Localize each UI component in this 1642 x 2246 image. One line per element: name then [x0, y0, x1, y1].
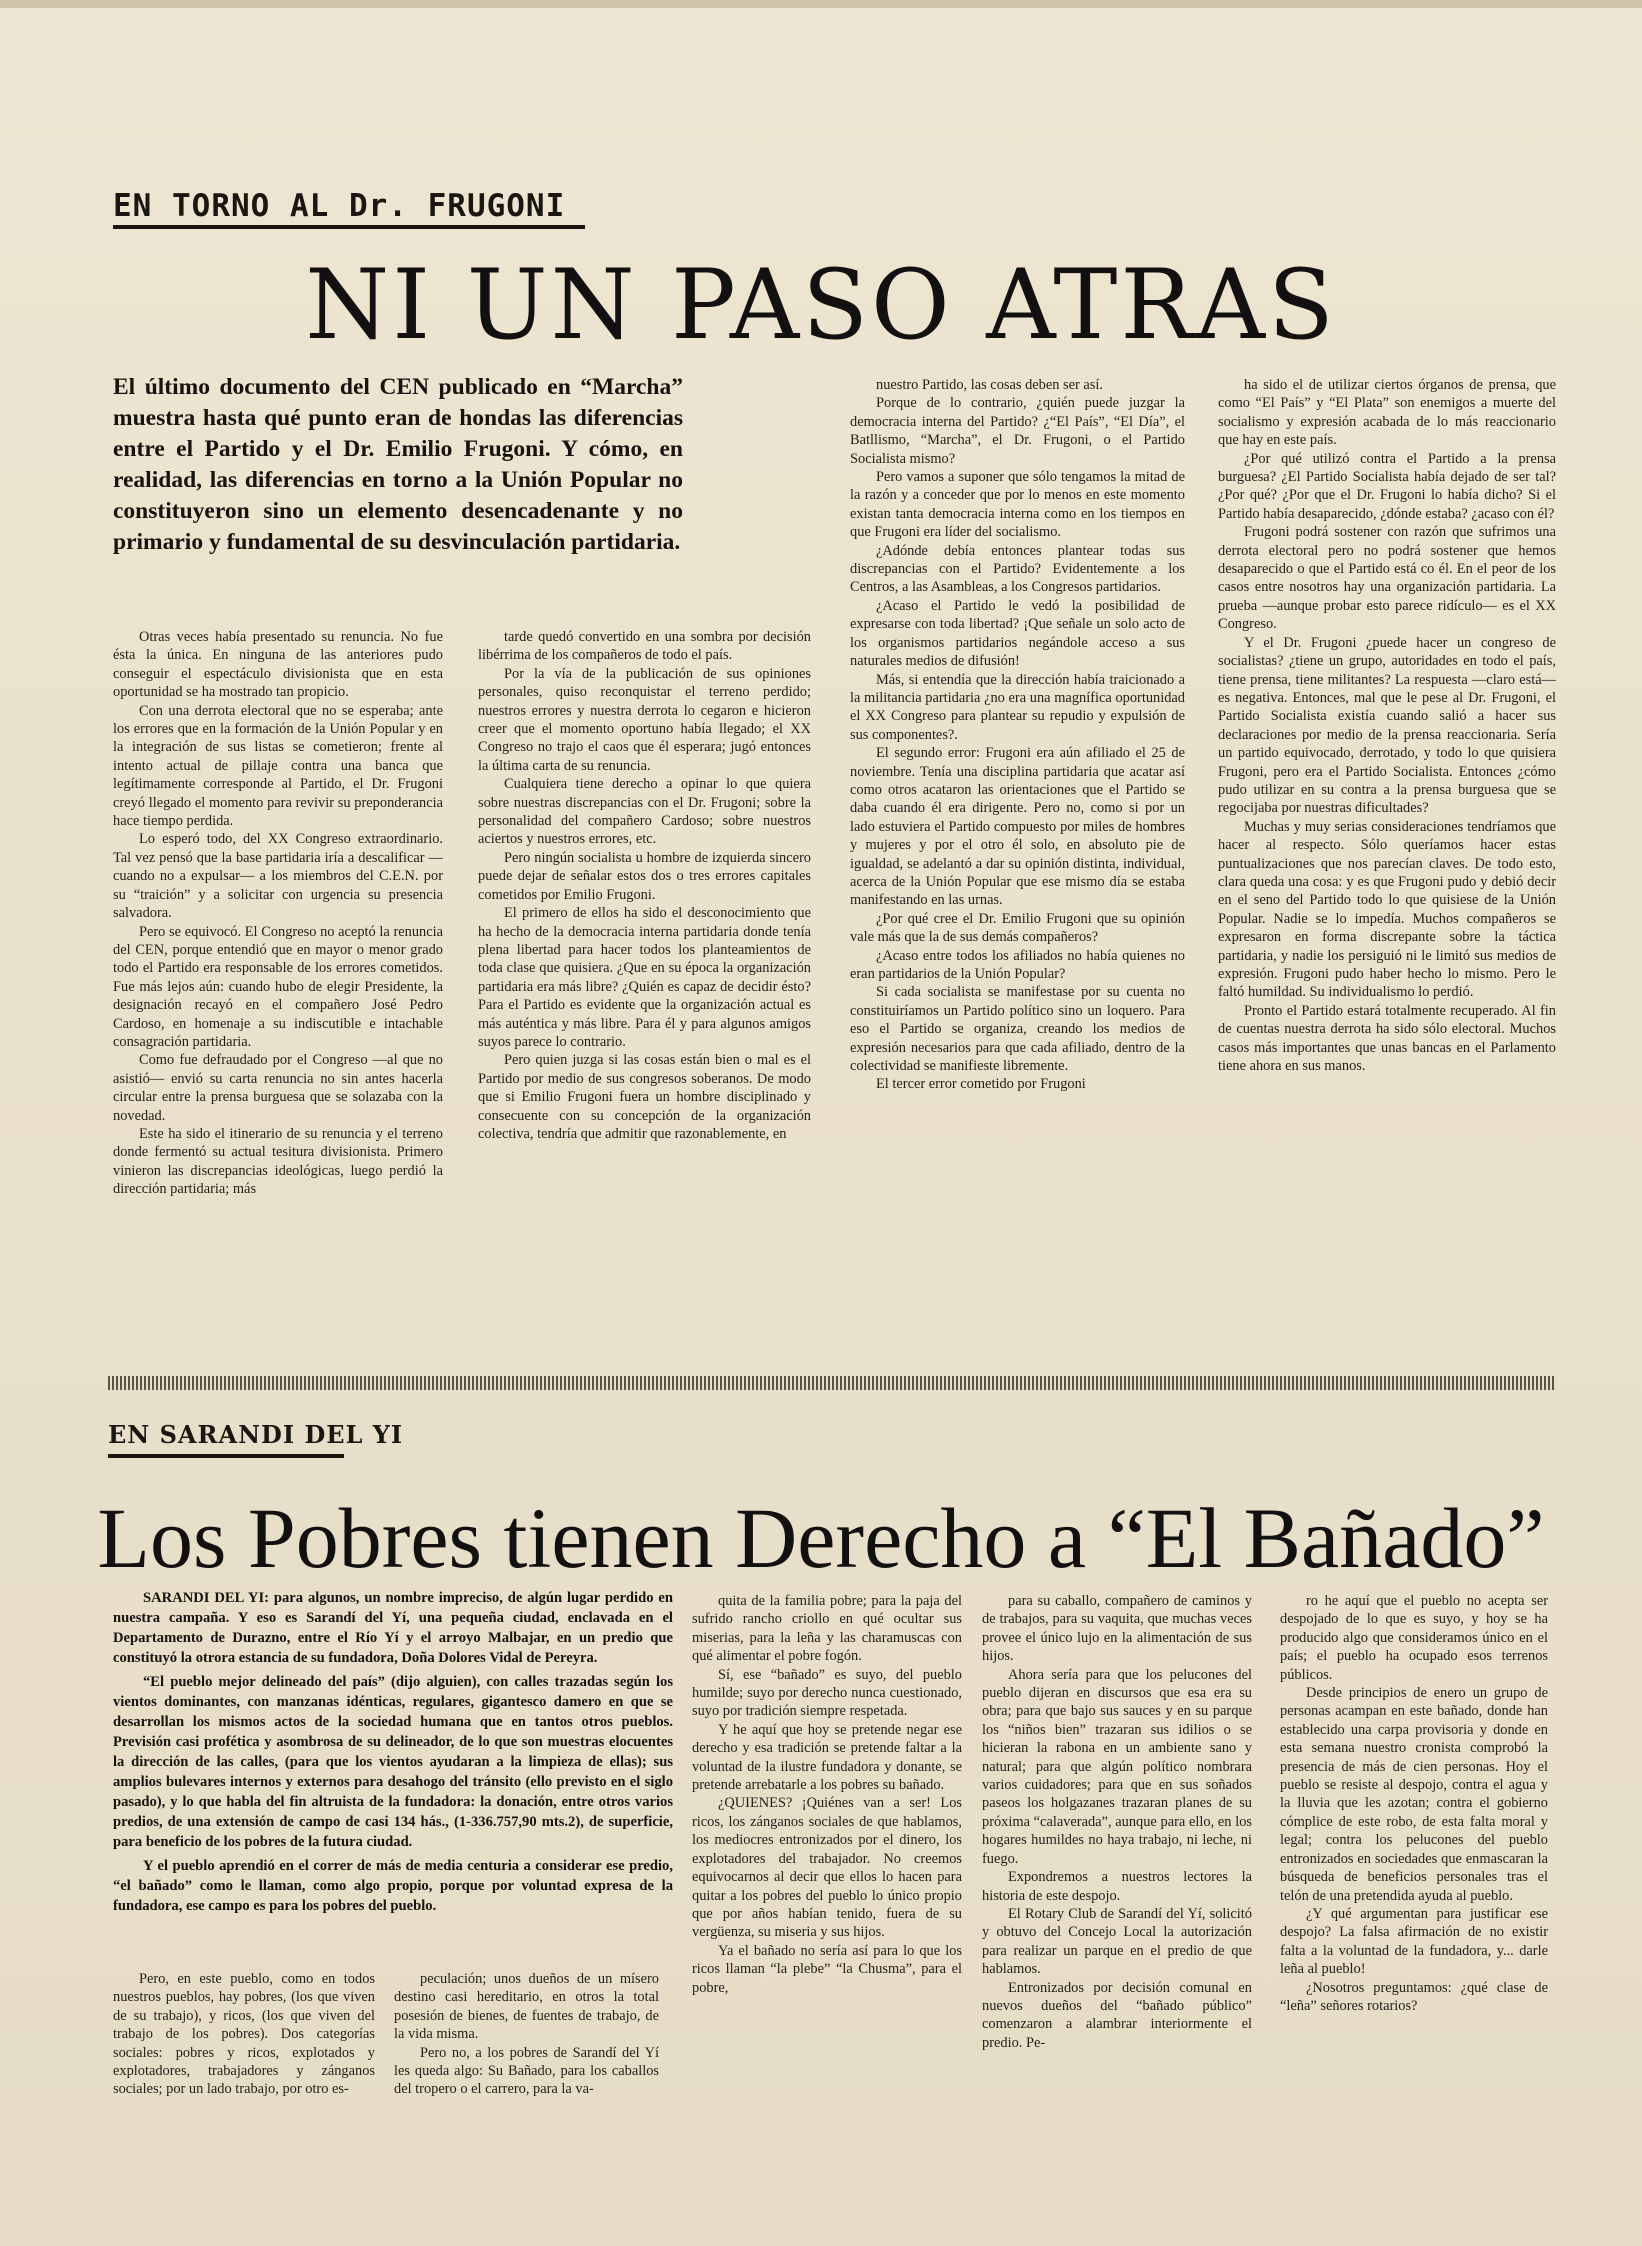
paragraph: El primero de ellos ha sido el desconocimiento que ha hecho de la democracia interna partidaria donde tenía plena libertad para hacer todos los planteamientos de toda clase que quisiera. ¿Que en su época la organización partidaria era más libre? ¿Quién es capaz de decidir ésto? Para el Partido es evidente que la organización actual es más auténtica y más libre. Para él y para algunos amigos suyos parece lo contrario.	[478, 905, 811, 1050]
paragraph: Pero quien juzga si las cosas están bien o mal es el Partido por medio de sus congresos soberanos. De modo que si Emilio Frugoni fuera un hombre disciplinado y consecuente con su concepción de la organización colectiva, tendría que admitir que razonablemente, en	[478, 1052, 811, 1142]
paragraph: Porque de lo contrario, ¿quién puede juzgar la democracia interna del Partido? ¿“El País”, “El Día”, el Batllismo, “Marcha”, el Dr. Frugoni, o el Partido Socialista mismo?	[850, 395, 1185, 467]
page-top-edge	[0, 0, 1642, 8]
article2-kicker: EN SARANDI DEL YI	[108, 1420, 404, 1449]
article1-column-3	[850, 376, 1185, 1328]
paragraph: para su caballo, compañero de caminos y de trabajos, para su vaquita, que muchas veces provee el único lujo en la alimentación de sus hijos.	[982, 1593, 1252, 1665]
article1-column-1	[113, 628, 443, 1328]
paragraph: Si cada socialista se manifestase por su cuenta no constituiríamos un Partido político sino un loquero. Para eso el Partido se organiza, creando los medios de expresión necesarios para que cada afiliado, dentro de la colectividad se manifieste libremente.	[850, 984, 1185, 1075]
paragraph: nuestro Partido, las cosas deben ser así.	[876, 377, 1103, 393]
paragraph: Pronto el Partido estará totalmente recuperado. Al fin de cuentas nuestra derrota ha sido sólo electoral. Muchos casos más importantes que unas bancas en el Parlamento tiene ahora en sus manos.	[1218, 1002, 1556, 1075]
paragraph: Y he aquí que hoy se pretende negar ese derecho y esa tradición se pretende faltar a la voluntad de la ilustre fundadora y donante, se pretende arrebatarle a los pobres su bañado.	[692, 1721, 962, 1794]
paragraph: Desde principios de enero un grupo de personas acampan en este bañado, donde han establecido una carpa provisoria y donde en esta semana nuestro cronista comprobó la presencia de más de cien personas. Hoy el pueblo se resiste al despojo, contra el agua y la lluvia que les azotan; contra el gobierno cómplice de este robo, de esta falta moral y legal; contra los pelucones del pueblo entronizados en sociedades que enmascaran la búsqueda de beneficios personales tras el telón de una pretendida ayuda al pueblo.	[1280, 1685, 1548, 1904]
article2-column-1	[113, 1970, 375, 2150]
paragraph: ¿QUIENES? ¡Quiénes van a ser! Los ricos, los zánganos sociales de que hablamos, los mediocres entronizados por el dinero, los explotadores del trabajador. No creemos equivocarnos al decir que ellos lo hacen para quitar a los pobres del pueblo lo único propio que por años habían tenido, fuera de su vergüenza, su miseria y sus hijos.	[692, 1795, 962, 1941]
article1-column-4	[1218, 376, 1556, 1328]
paragraph: ¿Adónde debía entonces plantear todas sus discrepancias con el Partido? Evidentemente a los Centros, a las Asambleas, a los Congresos partidarios.	[850, 542, 1185, 596]
article1-kicker: EN TORNO AL Dr. FRUGONI	[113, 188, 566, 224]
paragraph: Pero ningún socialista u hombre de izquierda sincero puede dejar de señalar estos dos o tres errores capitales cometidos por Emilio Frugoni.	[478, 849, 811, 903]
paragraph: Por la vía de la publicación de sus opiniones personales, quiso reconquistar el terreno perdido; nuestros errores y nuestra derrota lo cegaron e hicieron creer que el momento oportuno había llegado; el XX Congreso no trajo el caos que él esperara; jugó entonces la última carta de su renuncia.	[478, 665, 811, 774]
paragraph: ha sido el de utilizar ciertos órganos de prensa, que como “El País” y “El Plata” son enemigos a muerte del socialismo y expresión acabada de lo más reaccionario que hay en este país.	[1218, 377, 1556, 449]
paragraph: ro he aquí que el pueblo no acepta ser despojado de lo que es suyo, y hoy se ha producido algo que consideramos único en el país; el pueblo ha ocupado esos terrenos públicos.	[1280, 1593, 1548, 1683]
paragraph: Pero se equivocó. El Congreso no aceptó la renuncia del CEN, porque entendió que en mayor o menor grado todo el Partido era responsable de los errores cometidos. Fue más lejos aún: cuando hubo de elegir Presidente, la designación recayó en el compañero José Pedro Cardoso, en homenaje a su indiscutible e intachable consagración partidaria.	[113, 923, 443, 1050]
article1-column-2	[478, 628, 811, 1328]
article2-column-3	[692, 1592, 962, 2162]
article1-lead: El último documento del CEN publicado en “Marcha” muestra hasta qué punto eran de hondas las diferencias entre el Partido y el Dr. Emilio Frugoni. Y cómo, en realidad, las diferencias en torno a la Unión Popular no constituyeron sino un elemento desencadenante y no primario y fundamental de su desvinculación partidaria.	[113, 374, 683, 555]
paragraph: Pero vamos a suponer que sólo tengamos la mitad de la razón y a conceder que por lo menos en este momento existan tanta democracia interna como en los tiempos en que Frugoni era líder del socialismo.	[850, 469, 1185, 541]
paragraph: Ahora sería para que los pelucones del pueblo dijeran en discursos que esa era su obra; para que bajo sus sauces y en su parque los “niños bien” trazaran sus idilios o se hicieran la rabona en un ambiente sano y natural; para que algún político nombrara varios cuidadores; para que en sus soñados paseos los holgazanes trazaran planes de su próxima “calaverada”, aunque para ello, en los hogares humildes no haya trabajo, ni leche, ni fuego.	[982, 1666, 1252, 1867]
paragraph: Cualquiera tiene derecho a opinar lo que quiera sobre nuestras discrepancias con el Dr. Frugoni; sobre la personalidad del compañero Cardoso; sobre nuestros aciertos y nuestros errores, etc.	[478, 776, 811, 848]
section-separator	[108, 1376, 1556, 1390]
article2-column-2	[394, 1970, 659, 2150]
paragraph: El Rotary Club de Sarandí del Yí, solicitó y obtuvo del Concejo Local la autorización para realizar un parque en el predio de que hablamos.	[982, 1905, 1252, 1978]
article2-lead	[113, 1588, 673, 1920]
paragraph: SARANDI DEL YI: para algunos, un nombre impreciso, de algún lugar perdido en nuestra campaña. Y eso es Sarandí del Yí, una pequeña ciudad, enclavada en el Departamento de Durazno, entre el Río Yí y el arroyo Malbajar, en un predio que constituyó la otrora estancia de su fundadora, Doña Dolores Vidal de Pereyra.	[113, 1590, 673, 1666]
paragraph: El segundo error: Frugoni era aún afiliado el 25 de noviembre. Tenía una disciplina partidaria que acatar así como otros acataron las orientaciones que el Partido se daba cuando él era dirigente. Pero no, como si por un lado estuviera el Partido compuesto por miles de hombres y mujeres y por el otro él solo, en absoluto pie de igualdad, se adelantó a dar su opinión distinta, individual, acerca de la Unión Popular que ese mismo día se estaba manifestando en las urnas.	[850, 745, 1185, 909]
article1-kicker-underline	[113, 225, 585, 229]
article2-column-5	[1280, 1592, 1548, 2162]
paragraph: Expondremos a nuestros lectores la historia de este despojo.	[982, 1869, 1252, 1904]
paragraph: Otras veces había presentado su renuncia. No fue ésta la única. En ninguna de las anteriores pudo conseguir el espectáculo divisionista que en esta oportunidad se ha mostrado tan propicio.	[113, 629, 443, 701]
paragraph: Pero no, a los pobres de Sarandí del Yí les queda algo: Su Bañado, para los caballos del tropero o el carrero, para la va-	[394, 2044, 659, 2098]
paragraph: quita de la familia pobre; para la paja del sufrido rancho criollo en qué ocultar sus miserias, para la leña y las charamuscas con qué alimentar el pobre fogón.	[692, 1593, 962, 1665]
article1-headline: NI UN PASO ATRAS	[305, 249, 1337, 361]
paragraph: tarde quedó convertido en una sombra por decisión libérrima de los compañeros de todo el país.	[478, 629, 811, 664]
paragraph: “El pueblo mejor delineado del país” (dijo alguien), con calles trazadas según los vientos dominantes, con manzanas idénticas, regulares, gigantesco damero en que se desarrollan los mismos actos de la sociedad humana que en tantos otros pueblos. Previsión casi profética y asombrosa de su delineador, de lo que son muestras elocuentes la dirección de las calles, (para que los vientos ayudaran a la limpieza de ellas); sus amplios bulevares internos y externos para desahogo del tránsito (ello previsto en el siglo pasado), y lo que habla del fin altruista de la fundadora: la donación, entre otros varios predios, de una extensión de campo de casi 134 hás., (1-336.757,90 mts.2), de superficie, para beneficio de los pobres de la futura ciudad.	[113, 1674, 673, 1850]
paragraph: ¿Acaso el Partido le vedó la posibilidad de expresarse con toda libertad? ¡Que señale un solo acto de los organismos partidarios negándole acceso a sus naturales medios de difusión!	[850, 597, 1185, 670]
paragraph: Ya el bañado no sería así para lo que los ricos llaman “la plebe” “la Chusma”, para el pobre,	[692, 1942, 962, 1996]
paragraph: Como fue defraudado por el Congreso —al que no asistió— envió su carta renuncia no sin antes hacerla circular entre la prensa burguesa que se solazaba con la novedad.	[113, 1052, 443, 1124]
article2-kicker-underline	[108, 1454, 344, 1458]
paragraph: Más, si entendía que la dirección había traicionado a la militancia partidaria ¿no era una magnífica oportunidad el XX Congreso para plantear su repudio y expulsión de sus componentes?.	[850, 671, 1185, 743]
paragraph: ¿Por qué cree el Dr. Emilio Frugoni que su opinión vale más que la de sus demás compañeros?	[850, 910, 1185, 946]
paragraph: Y el Dr. Frugoni ¿puede hacer un congreso de socialistas? ¿tiene un grupo, autoridades en todo el país, tiene prensa, tiene militantes? La respuesta —claro está— es negativa. Entonces, mal que le pese al Dr. Frugoni, el Partido Socialista existía cuando salió a hacer sus declaraciones por medio de la prensa reaccionaria. Sería un partido equivocado, derrotado, y todo lo que quisiera Frugoni, pero era el Partido Socialista. Entonces ¿cómo pudo utilizar en su contra a la prensa burguesa que se regocijaba por nuestras dificultades?	[1218, 634, 1556, 817]
paragraph: ¿Acaso entre todos los afiliados no había quienes no eran partidarios de la Unión Popular?	[850, 947, 1185, 982]
paragraph: Muchas y muy serias consideraciones tendríamos que hacer al respecto. Sólo queríamos hacer estas puntualizaciones que nos parecían claves. De todo esto, clara queda una cosa: y es que Frugoni pudo y debió decir en el seno del Partido todo lo que quisiese de la Unión Popular. Nadie se lo impedía. Muchos compañeros se expresaron en forma discrepante sobre la táctica partidaria, y nadie los persiguió ni le limitó sus medios de expresión. Frugoni pudo haber hecho lo mismo. Pero le faltó humildad. Su individualismo lo perdió.	[1218, 818, 1556, 1001]
paragraph: ¿Por qué utilizó contra el Partido a la prensa burguesa? ¿El Partido Socialista había dejado de ser tal? ¿Por qué? ¿Por que el Dr. Frugoni lo había dicho? Si el Partido había desaparecido, ¿dónde estaba? ¿acaso con él?	[1218, 450, 1556, 522]
paragraph: ¿Y qué argumentan para justificar ese despojo? La falsa afirmación de no existir falta a la voluntad de la fundadora, y... darle leña al pueblo!	[1280, 1905, 1548, 1978]
paragraph: Con una derrota electoral que no se esperaba; ante los errores que en la formación de la Unión Popular y en la integración de sus listas se cometieron; frente al intento actual de pillaje contra una banca que legítimamente corresponde al Partido, el Dr. Frugoni creyó llegado el momento para revivir su preponderancia hace tiempo perdida.	[113, 702, 443, 830]
paragraph: peculación; unos dueños de un mísero destino casi hereditario, en otros la total posesión de bienes, de fuentes de trabajo, de la vida misma.	[394, 1971, 659, 2043]
paragraph: Frugoni podrá sostener con razón que sufrimos una derrota electoral pero no podrá sostener que hemos desaparecido o que el Partido está co él. En el peor de los casos entre nosotros hay una organización partidaria. La prueba —aunque probar esto parece ridículo— es el XX Congreso.	[1218, 524, 1556, 633]
paragraph: Y el pueblo aprendió en el correr de más de media centuria a considerar ese predio, “el bañado” como le llaman, como algo propio, porque por voluntad expresa de la fundadora, ese campo es para los pobres del pueblo.	[113, 1858, 673, 1914]
paragraph: Pero, en este pueblo, como en todos nuestros pueblos, hay pobres, (los que viven de su trabajo), y ricos, (los que viven del trabajo de los pobres). Dos categorías sociales: pobres y ricos, explotados y explotadores, trabajadores y zánganos sociales; por un lado trabajo, por otro es-	[113, 1971, 375, 2098]
paragraph: Lo esperó todo, del XX Congreso extraordinario. Tal vez pensó que la base partidaria iría a descalificar —cuando no a expulsar— a los miembros del C.E.N. por su “traición” y a solicitar con urgencia su presencia salvadora.	[113, 831, 443, 922]
paragraph: Entronizados por decisión comunal en nuevos dueños del “bañado público” comenzaron a alambrar interiormente el predio. Pe-	[982, 1979, 1252, 2051]
paragraph: El tercer error cometido por Frugoni	[876, 1076, 1086, 1093]
paragraph: Este ha sido el itinerario de su renuncia y el terreno donde fermentó su actual tesitura divisionista. Primero vinieron las discrepancias ideológicas, luego perdió la dirección partidaria; más	[113, 1125, 443, 1198]
paragraph: ¿Nosotros preguntamos: ¿qué clase de “leña” señores rotarios?	[1280, 1979, 1548, 2014]
article2-column-4	[982, 1592, 1252, 2162]
paragraph: Sí, ese “bañado” es suyo, del pueblo humilde; suyo por derecho nunca cuestionado, suyo por tradición siempre respetada.	[692, 1666, 962, 1720]
article2-headline: Los Pobres tienen Derecho a “El Bañado”	[97, 1490, 1545, 1586]
